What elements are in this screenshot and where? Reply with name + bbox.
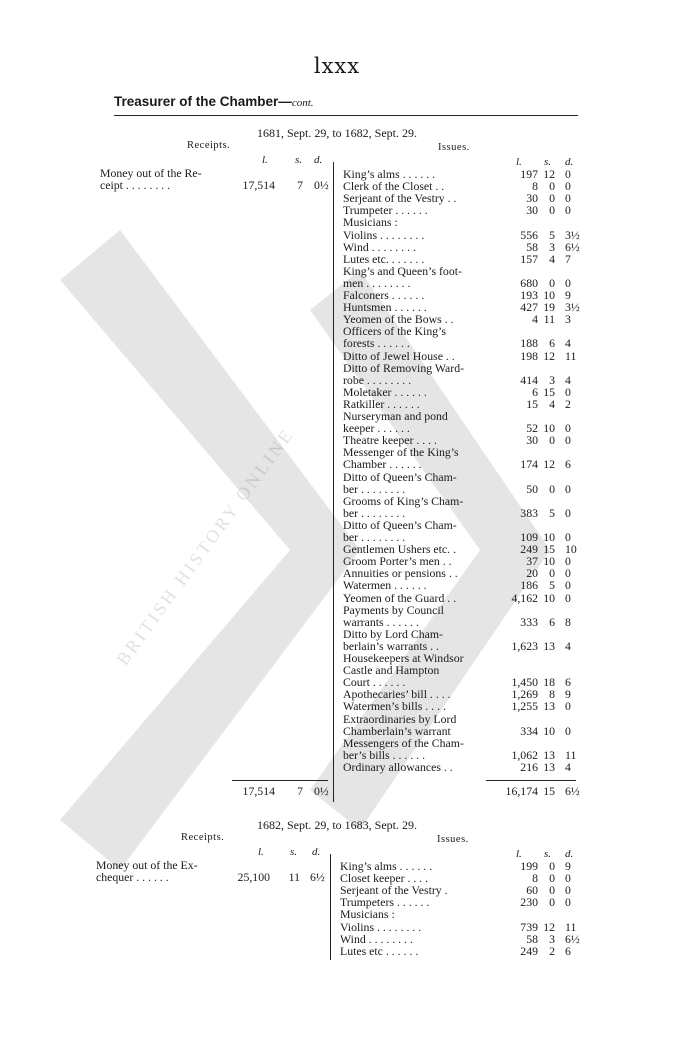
sec0-issue-amount-l: 1,062	[511, 747, 538, 762]
sec0-issue-amount-l: 50	[526, 481, 538, 496]
sec0-issue-label: Lutes etc. . . . . . .	[343, 251, 425, 266]
sec0-issue-label: King’s and Queen’s foot-	[343, 263, 462, 278]
sec0-issue-amount-d: 10	[565, 542, 577, 557]
sec1-receipts-label: Receipts.	[181, 832, 225, 843]
sec1-issue-label: King’s alms . . . . . .	[340, 859, 433, 873]
sec1-issue-label: Musicians :	[340, 907, 395, 922]
sec1-issue-amount-d: 0	[565, 871, 571, 886]
sec0-issue-label: Gentlemen Ushers etc. .	[343, 542, 457, 557]
sec0-issue-amount-s: 0	[549, 481, 555, 496]
sec0-issue-label: Ditto of Removing Ward-	[343, 360, 465, 375]
sec0-issue-amount-s: 13	[543, 638, 555, 653]
sec0-issue-label: Housekeepers at Windsor	[343, 651, 464, 665]
sec0-issue-amount-l: 30	[526, 191, 538, 206]
sec1-issue-amount-l: 60	[526, 883, 538, 898]
sec0-issue-label: Messenger of the King’s	[343, 445, 459, 460]
sec0-issue-amount-l: 8	[532, 179, 538, 194]
sec0-issue-amount-l: 333	[520, 614, 538, 629]
sec0-receipt-total-s: 7	[297, 784, 303, 798]
sec0-issue-amount-l: 52	[526, 421, 538, 436]
sec0-issue-total-l: 16,174	[505, 784, 538, 798]
sec0-issue-amount-l: 37	[526, 554, 538, 569]
sec0-issue-amount-d: 6	[565, 457, 571, 472]
sec0-issue-total-d: 6½	[565, 784, 580, 798]
sec0-issue-amount-s: 5	[549, 578, 555, 593]
sec0-issue-label: Chamber . . . . . .	[343, 457, 422, 472]
sec0-issue-label: Extraordinaries by Lord	[343, 711, 457, 726]
sec0-issue-amount-s: 13	[543, 699, 555, 714]
sec0-issue-amount-l: 1,623	[511, 638, 538, 653]
sec1-issue-amount-d: 0	[565, 895, 571, 910]
sec0-receipt-total-rule	[232, 780, 328, 781]
sec1-issue-label: Violins . . . . . . . .	[340, 919, 422, 934]
sec0-issue-amount-s: 11	[543, 312, 555, 327]
sec0-issue-label: ber . . . . . . . .	[343, 530, 406, 544]
sec0-issue-amount-l: 20	[526, 566, 538, 581]
sec0-issue-amount-s: 10	[543, 288, 555, 302]
sec0-issue-amount-d: 0	[565, 179, 571, 194]
sec0-issue-label: Trumpeter . . . . . .	[343, 203, 428, 218]
sec0-column-divider	[333, 162, 334, 802]
sec0-issue-amount-l: 197	[520, 167, 538, 181]
sec1-heading: 1682, Sept. 29, to 1683, Sept. 29.	[256, 818, 417, 832]
sec0-issue-amount-l: 556	[520, 227, 538, 242]
sec0-issue-amount-s: 0	[549, 433, 555, 448]
sec0-issue-amount-d: 0	[565, 530, 571, 544]
sec0-issue-amount-l: 249	[520, 542, 538, 557]
sec0-issue-amount-s: 0	[549, 566, 555, 581]
sec0-issue-amount-s: 10	[543, 530, 555, 544]
sec0-issue-amount-s: 0	[549, 191, 555, 206]
sec0-issue-amount-l: 186	[520, 578, 538, 593]
sec1-issue-amount-s: 2	[549, 943, 555, 958]
sec0-issue-label: Wind . . . . . . . .	[343, 239, 416, 254]
sec0-issue-label: Court . . . . . .	[343, 675, 406, 690]
sec1-issue-amount-d: 11	[565, 919, 577, 934]
sec0-issue-amount-d: 0	[565, 481, 571, 496]
sec1-issue-amount-d: 6½	[565, 931, 580, 946]
sec1-issue-label: Serjeant of the Vestry .	[340, 883, 448, 898]
sec0-issue-amount-s: 0	[549, 203, 555, 218]
sec0-issue-amount-d: 6½	[565, 239, 580, 254]
sec0-issue-amount-s: 3	[549, 372, 555, 387]
sec1-issue-amount-l: 739	[520, 919, 538, 934]
sec0-issue-amount-l: 174	[520, 457, 538, 472]
sec1-receipt-amount-l: 25,100	[237, 870, 270, 885]
sec0-issue-label: Watermen . . . . . .	[343, 578, 427, 593]
sec0-issue-amount-d: 7	[565, 251, 571, 266]
sec0-issue-amount-l: 6	[532, 384, 538, 399]
sec0-issue-amount-l: 1,255	[511, 699, 538, 714]
sec1-issue-amount-s: 0	[549, 859, 555, 873]
sec1-issue-unit: l.	[516, 848, 522, 860]
sec0-issue-label: Musicians :	[343, 215, 398, 230]
sec0-issue-amount-s: 8	[549, 687, 555, 702]
sec0-issue-label: Ditto by Lord Cham-	[343, 626, 443, 641]
sec0-issue-label: Violins . . . . . . . .	[343, 227, 425, 242]
sec0-issue-amount-d: 0	[565, 590, 571, 605]
sec0-issue-total-s: 15	[543, 784, 555, 798]
sec0-issue-amount-l: 15	[526, 396, 538, 411]
sec0-issue-amount-d: 8	[565, 614, 571, 629]
sec0-issue-amount-s: 18	[543, 675, 555, 690]
sec0-issue-label: Ditto of Queen’s Cham-	[343, 517, 457, 532]
sec0-issue-amount-s: 3	[549, 239, 555, 254]
sec1-issue-unit: d.	[565, 848, 574, 860]
sec0-issue-amount-d: 0	[565, 275, 571, 290]
sec0-issue-amount-l: 30	[526, 433, 538, 448]
sec0-issue-amount-d: 4	[565, 372, 571, 387]
sec0-issue-amount-l: 193	[520, 288, 538, 302]
watermark-text: BRITISH HISTORY ONLINE	[112, 424, 298, 669]
sec0-issue-amount-s: 4	[549, 251, 555, 266]
sec1-receipt-unit: l.	[258, 846, 264, 858]
sec1-issue-amount-l: 230	[520, 895, 538, 910]
sec0-receipt-text: Money out of the Re-	[100, 166, 202, 180]
sec0-issue-amount-l: 216	[520, 759, 538, 774]
sec0-issue-amount-l: 188	[520, 336, 538, 351]
sec0-issue-label: Falconers . . . . . .	[343, 288, 425, 302]
sec0-issue-label: Yeomen of the Guard . .	[343, 590, 457, 605]
sec0-issue-label: Castle and Hampton	[343, 663, 440, 678]
sec0-issue-amount-s: 15	[543, 542, 555, 557]
sec0-receipt-total-l: 17,514	[242, 784, 275, 798]
sec1-issue-unit: s.	[544, 848, 552, 860]
sec0-issue-label: Officers of the King’s	[343, 324, 446, 339]
sec0-issue-label: ber . . . . . . . .	[343, 481, 406, 496]
sec0-heading: 1681, Sept. 29, to 1682, Sept. 29.	[256, 126, 417, 140]
sec0-issue-amount-l: 1,450	[511, 675, 538, 690]
sec0-issue-amount-s: 0	[549, 179, 555, 194]
sec0-issue-amount-l: 198	[520, 348, 538, 363]
sec0-issue-amount-l: 427	[520, 300, 538, 315]
sec1-issue-amount-l: 199	[520, 859, 538, 873]
sec0-issue-amount-d: 0	[565, 699, 571, 714]
sec1-receipt-amount-d: 6½	[310, 870, 325, 885]
sec0-issue-label: Grooms of King’s Cham-	[343, 493, 464, 508]
sec0-receipt-unit: s.	[295, 154, 303, 166]
sec0-issue-label: robe . . . . . . . .	[343, 372, 412, 387]
sec0-issue-label: Chamberlain’s warrant	[343, 723, 451, 738]
sec0-issue-label: men . . . . . . . .	[343, 275, 411, 290]
sec0-issue-amount-s: 6	[549, 336, 555, 351]
sec0-issue-unit: s.	[544, 156, 552, 168]
sec0-issue-label: Yeomen of the Bows . .	[343, 312, 454, 327]
sec1-receipt-amount-s: 11	[288, 870, 300, 885]
running-title: Treasurer of the Chamber—cont.	[114, 94, 314, 109]
sec1-issue-amount-l: 8	[532, 871, 538, 886]
sec0-issue-amount-d: 0	[565, 384, 571, 399]
sec0-issue-amount-l: 383	[520, 505, 538, 520]
sec1-issue-amount-l: 58	[526, 931, 538, 946]
sec0-issue-label: keeper . . . . . .	[343, 421, 410, 436]
sec0-receipt-unit: l.	[262, 154, 268, 166]
sec0-receipt-total-d: 0½	[314, 784, 329, 798]
sec0-issue-amount-s: 10	[543, 590, 555, 605]
sec0-issue-amount-d: 0	[565, 723, 571, 738]
sec0-issue-amount-d: 0	[565, 578, 571, 593]
sec0-issue-amount-d: 3	[565, 312, 571, 327]
sec1-receipt-unit: d.	[312, 846, 321, 858]
sec1-issue-amount-s: 3	[549, 931, 555, 946]
sec0-issue-amount-l: 414	[520, 372, 538, 387]
sec0-issue-amount-d: 4	[565, 638, 571, 653]
sec0-issue-label: Clerk of the Closet . .	[343, 179, 445, 194]
sec0-issue-amount-s: 12	[543, 457, 555, 472]
sec0-issue-label: Ordinary allowances . .	[343, 759, 453, 774]
sec0-issue-amount-d: 11	[565, 348, 577, 363]
sec0-issue-label: Theatre keeper . . . .	[343, 433, 437, 448]
sec0-issue-amount-l: 680	[520, 275, 538, 290]
sec0-receipt-amount-l: 17,514	[242, 178, 275, 193]
sec0-issue-amount-s: 10	[543, 421, 555, 436]
sec1-issue-amount-s: 0	[549, 895, 555, 910]
sec0-issue-amount-s: 5	[549, 227, 555, 242]
sec0-issue-label: Annuities or pensions . .	[343, 566, 458, 581]
sec0-issue-label: Ditto of Jewel House . .	[343, 348, 455, 363]
sec0-issue-unit: d.	[565, 156, 574, 168]
sec0-issue-amount-d: 9	[565, 687, 571, 702]
sec1-issue-amount-s: 12	[543, 919, 555, 934]
sec0-issue-amount-l: 109	[520, 530, 538, 544]
sec0-issue-label: Ratkiller . . . . . .	[343, 396, 420, 411]
sec1-issues-label: Issues.	[437, 834, 469, 845]
sec1-column-divider	[330, 854, 331, 960]
sec0-issue-label: berlain’s warrants . .	[343, 638, 439, 653]
sec1-issue-label: Trumpeters . . . . . .	[340, 895, 430, 910]
sec0-issue-amount-l: 4,162	[511, 590, 538, 605]
sec0-issue-amount-s: 13	[543, 747, 555, 762]
sec0-issue-amount-s: 10	[543, 554, 555, 569]
sec0-issue-label: Groom Porter’s men . .	[343, 554, 452, 569]
sec0-issue-amount-l: 30	[526, 203, 538, 218]
sec0-issue-amount-l: 58	[526, 239, 538, 254]
sec0-issue-amount-s: 10	[543, 723, 555, 738]
sec0-issue-amount-s: 5	[549, 505, 555, 520]
sec0-issue-amount-d: 0	[565, 566, 571, 581]
sec0-issue-amount-d: 0	[565, 191, 571, 206]
sec0-issue-label: Huntsmen . . . . . .	[343, 300, 427, 315]
sec0-issue-amount-d: 6	[565, 675, 571, 690]
sec0-issue-amount-s: 13	[543, 759, 555, 774]
sec0-receipt-amount-s: 7	[297, 178, 303, 193]
sec0-issue-amount-s: 4	[549, 396, 555, 411]
sec0-issue-amount-d: 4	[565, 336, 571, 351]
sec0-receipt-text: ceipt . . . . . . . .	[100, 178, 171, 193]
sec0-issue-amount-s: 12	[543, 167, 555, 181]
sec0-issue-amount-d: 0	[565, 505, 571, 520]
page-number: lxxx	[313, 54, 361, 78]
sec0-issue-amount-l: 334	[520, 723, 538, 738]
sec0-issue-amount-d: 9	[565, 288, 571, 302]
sec0-issue-label: ber’s bills . . . . . .	[343, 747, 426, 762]
sec0-issue-amount-d: 2	[565, 396, 571, 411]
sec1-issue-amount-d: 9	[565, 859, 571, 873]
sec0-receipt-unit: d.	[314, 154, 323, 166]
sec0-issues-label: Issues.	[438, 142, 470, 153]
sec1-issue-amount-l: 249	[520, 943, 538, 958]
sec0-issue-label: Apothecaries’ bill . . . .	[343, 687, 451, 702]
sec1-receipt-text: chequer . . . . . .	[96, 870, 169, 885]
sec0-issue-amount-s: 12	[543, 348, 555, 363]
sec0-issue-amount-s: 19	[543, 300, 555, 315]
sec0-issue-amount-d: 0	[565, 554, 571, 569]
sec1-issue-label: Closet keeper . . . .	[340, 871, 429, 886]
sec0-issue-label: Serjeant of the Vestry . .	[343, 191, 457, 206]
sec0-issue-label: Nurseryman and pond	[343, 409, 448, 423]
sec0-issue-amount-d: 4	[565, 759, 571, 774]
sec0-issue-amount-d: 3½	[565, 227, 580, 242]
sec0-issue-amount-d: 0	[565, 167, 571, 181]
sec0-issue-label: warrants . . . . . .	[343, 614, 420, 629]
sec0-issue-label: Watermen’s bills . . . .	[343, 699, 446, 714]
sec0-issue-amount-l: 4	[532, 312, 538, 327]
sec1-issue-label: Lutes etc . . . . . .	[340, 943, 419, 958]
sec0-issue-amount-d: 0	[565, 203, 571, 218]
sec0-issue-total-rule	[486, 780, 576, 781]
sec0-issue-amount-s: 0	[549, 275, 555, 290]
sec0-issue-label: Ditto of Queen’s Cham-	[343, 469, 457, 484]
sec0-issue-amount-s: 15	[543, 384, 555, 399]
header-rule	[114, 115, 578, 116]
sec1-issue-label: Wind . . . . . . . .	[340, 931, 413, 946]
sec1-issue-amount-s: 0	[549, 883, 555, 898]
sec0-issue-label: Moletaker . . . . . .	[343, 384, 427, 399]
sec1-receipt-text: Money out of the Ex-	[96, 858, 198, 872]
sec0-issue-label: Payments by Council	[343, 602, 444, 617]
sec0-issue-amount-d: 0	[565, 433, 571, 448]
sec1-issue-amount-s: 0	[549, 871, 555, 886]
sec1-issue-amount-d: 0	[565, 883, 571, 898]
sec0-receipt-amount-d: 0½	[314, 178, 329, 193]
sec0-issue-amount-l: 1,269	[511, 687, 538, 702]
sec0-issue-amount-d: 11	[565, 747, 577, 762]
sec0-issue-label: Messengers of the Cham-	[343, 735, 464, 750]
sec0-issue-amount-l: 157	[520, 251, 538, 266]
sec0-issue-amount-d: 0	[565, 421, 571, 436]
sec0-issue-label: King’s alms . . . . . .	[343, 167, 436, 181]
sec0-receipts-label: Receipts.	[187, 140, 231, 151]
sec0-issue-label: forests . . . . . .	[343, 336, 410, 351]
sec1-receipt-unit: s.	[290, 846, 298, 858]
sec1-issue-amount-d: 6	[565, 943, 571, 958]
sec0-issue-unit: l.	[516, 156, 522, 168]
sec0-issue-label: ber . . . . . . . .	[343, 505, 406, 520]
sec0-issue-amount-d: 3½	[565, 300, 580, 315]
sec0-issue-amount-s: 6	[549, 614, 555, 629]
